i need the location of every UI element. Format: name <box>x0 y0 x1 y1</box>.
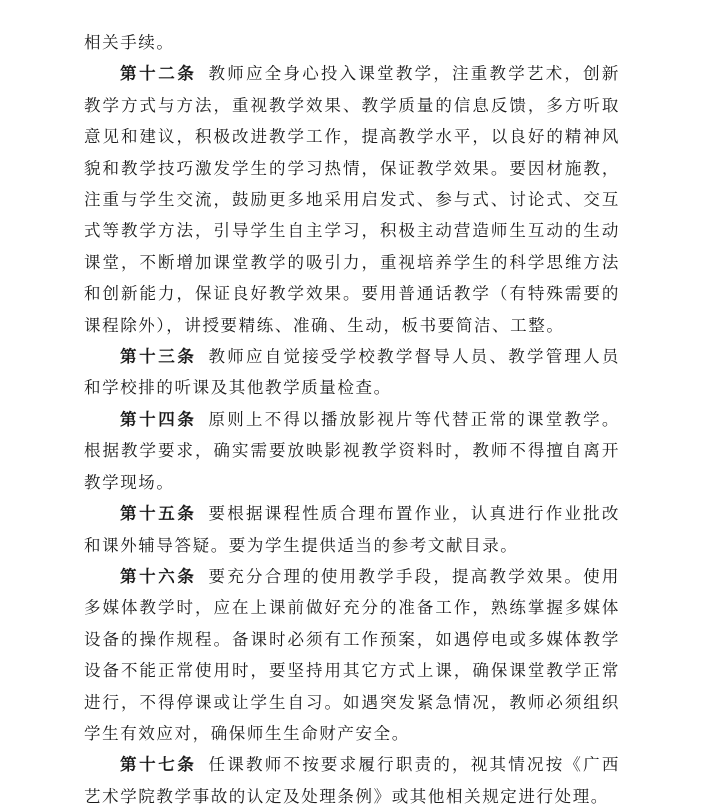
article-body: 原则上不得以播放影视片等代替正常的课堂教学。根据教学要求，确实需要放映影视教学资料时，教师不得擅自离开教学现场。 <box>84 409 621 492</box>
article-title: 第十三条 <box>120 347 197 367</box>
article-body: 教师应全身心投入课堂教学，注重教学艺术，创新教学方式与方法，重视教学效果、教学质量的信息反馈，多方听取意见和建议，积极改进教学工作，提高教学水平，以良好的精神风貌和教学技巧激发学生的学习热情，保证教学效果。要因材施教，注重与学生交流，鼓励更多地采用启发式、参与式、讨论式、交互式等教学方法，引导学生自主学习，积极主动营造师生互动的生动课堂，不断增加课堂教学的吸引力，重视培养学生的科学思维方法和创新能力，保证良好教学效果。要用普通话教学（有特殊需要的课程除外），讲授要精练、准确、生动，板书要简洁、工整。 <box>84 64 621 335</box>
article-title: 第十五条 <box>120 504 197 524</box>
article-16 <box>84 561 620 749</box>
article-12 <box>84 58 620 341</box>
article-15 <box>84 498 620 561</box>
lead-text: 相关手续。 <box>84 33 175 52</box>
article-13 <box>84 341 620 404</box>
article-body: 教师应自觉接受学校教学督导人员、教学管理人员和学校排的听课及其他教学质量检查。 <box>84 347 621 398</box>
article-17 <box>84 749 620 812</box>
document-page <box>84 27 620 812</box>
article-title: 第十六条 <box>120 566 197 586</box>
article-body: 要根据课程性质合理布置作业，认真进行作业批改和课外辅导答疑。要为学生提供适当的参考文献目录。 <box>84 504 621 555</box>
article-title: 第十四条 <box>120 409 197 429</box>
article-14 <box>84 404 620 498</box>
article-body: 任课教师不按要求履行职责的，视其情况按《广西艺术学院教学事故的认定及处理条例》或其他相关规定进行处理。 <box>84 755 621 806</box>
article-body: 要充分合理的使用教学手段，提高教学效果。使用多媒体教学时，应在上课前做好充分的准备工作，熟练掌握多媒体设备的操作规程。备课时必须有工作预案，如遇停电或多媒体教学设备不能正常使用时，要坚持用其它方式上课，确保课堂教学正常进行，不得停课或让学生自习。如遇突发紧急情况，教师必须组织学生有效应对，确保师生生命财产安全。 <box>84 566 621 743</box>
article-title: 第十七条 <box>120 755 197 775</box>
article-title: 第十二条 <box>120 64 197 84</box>
